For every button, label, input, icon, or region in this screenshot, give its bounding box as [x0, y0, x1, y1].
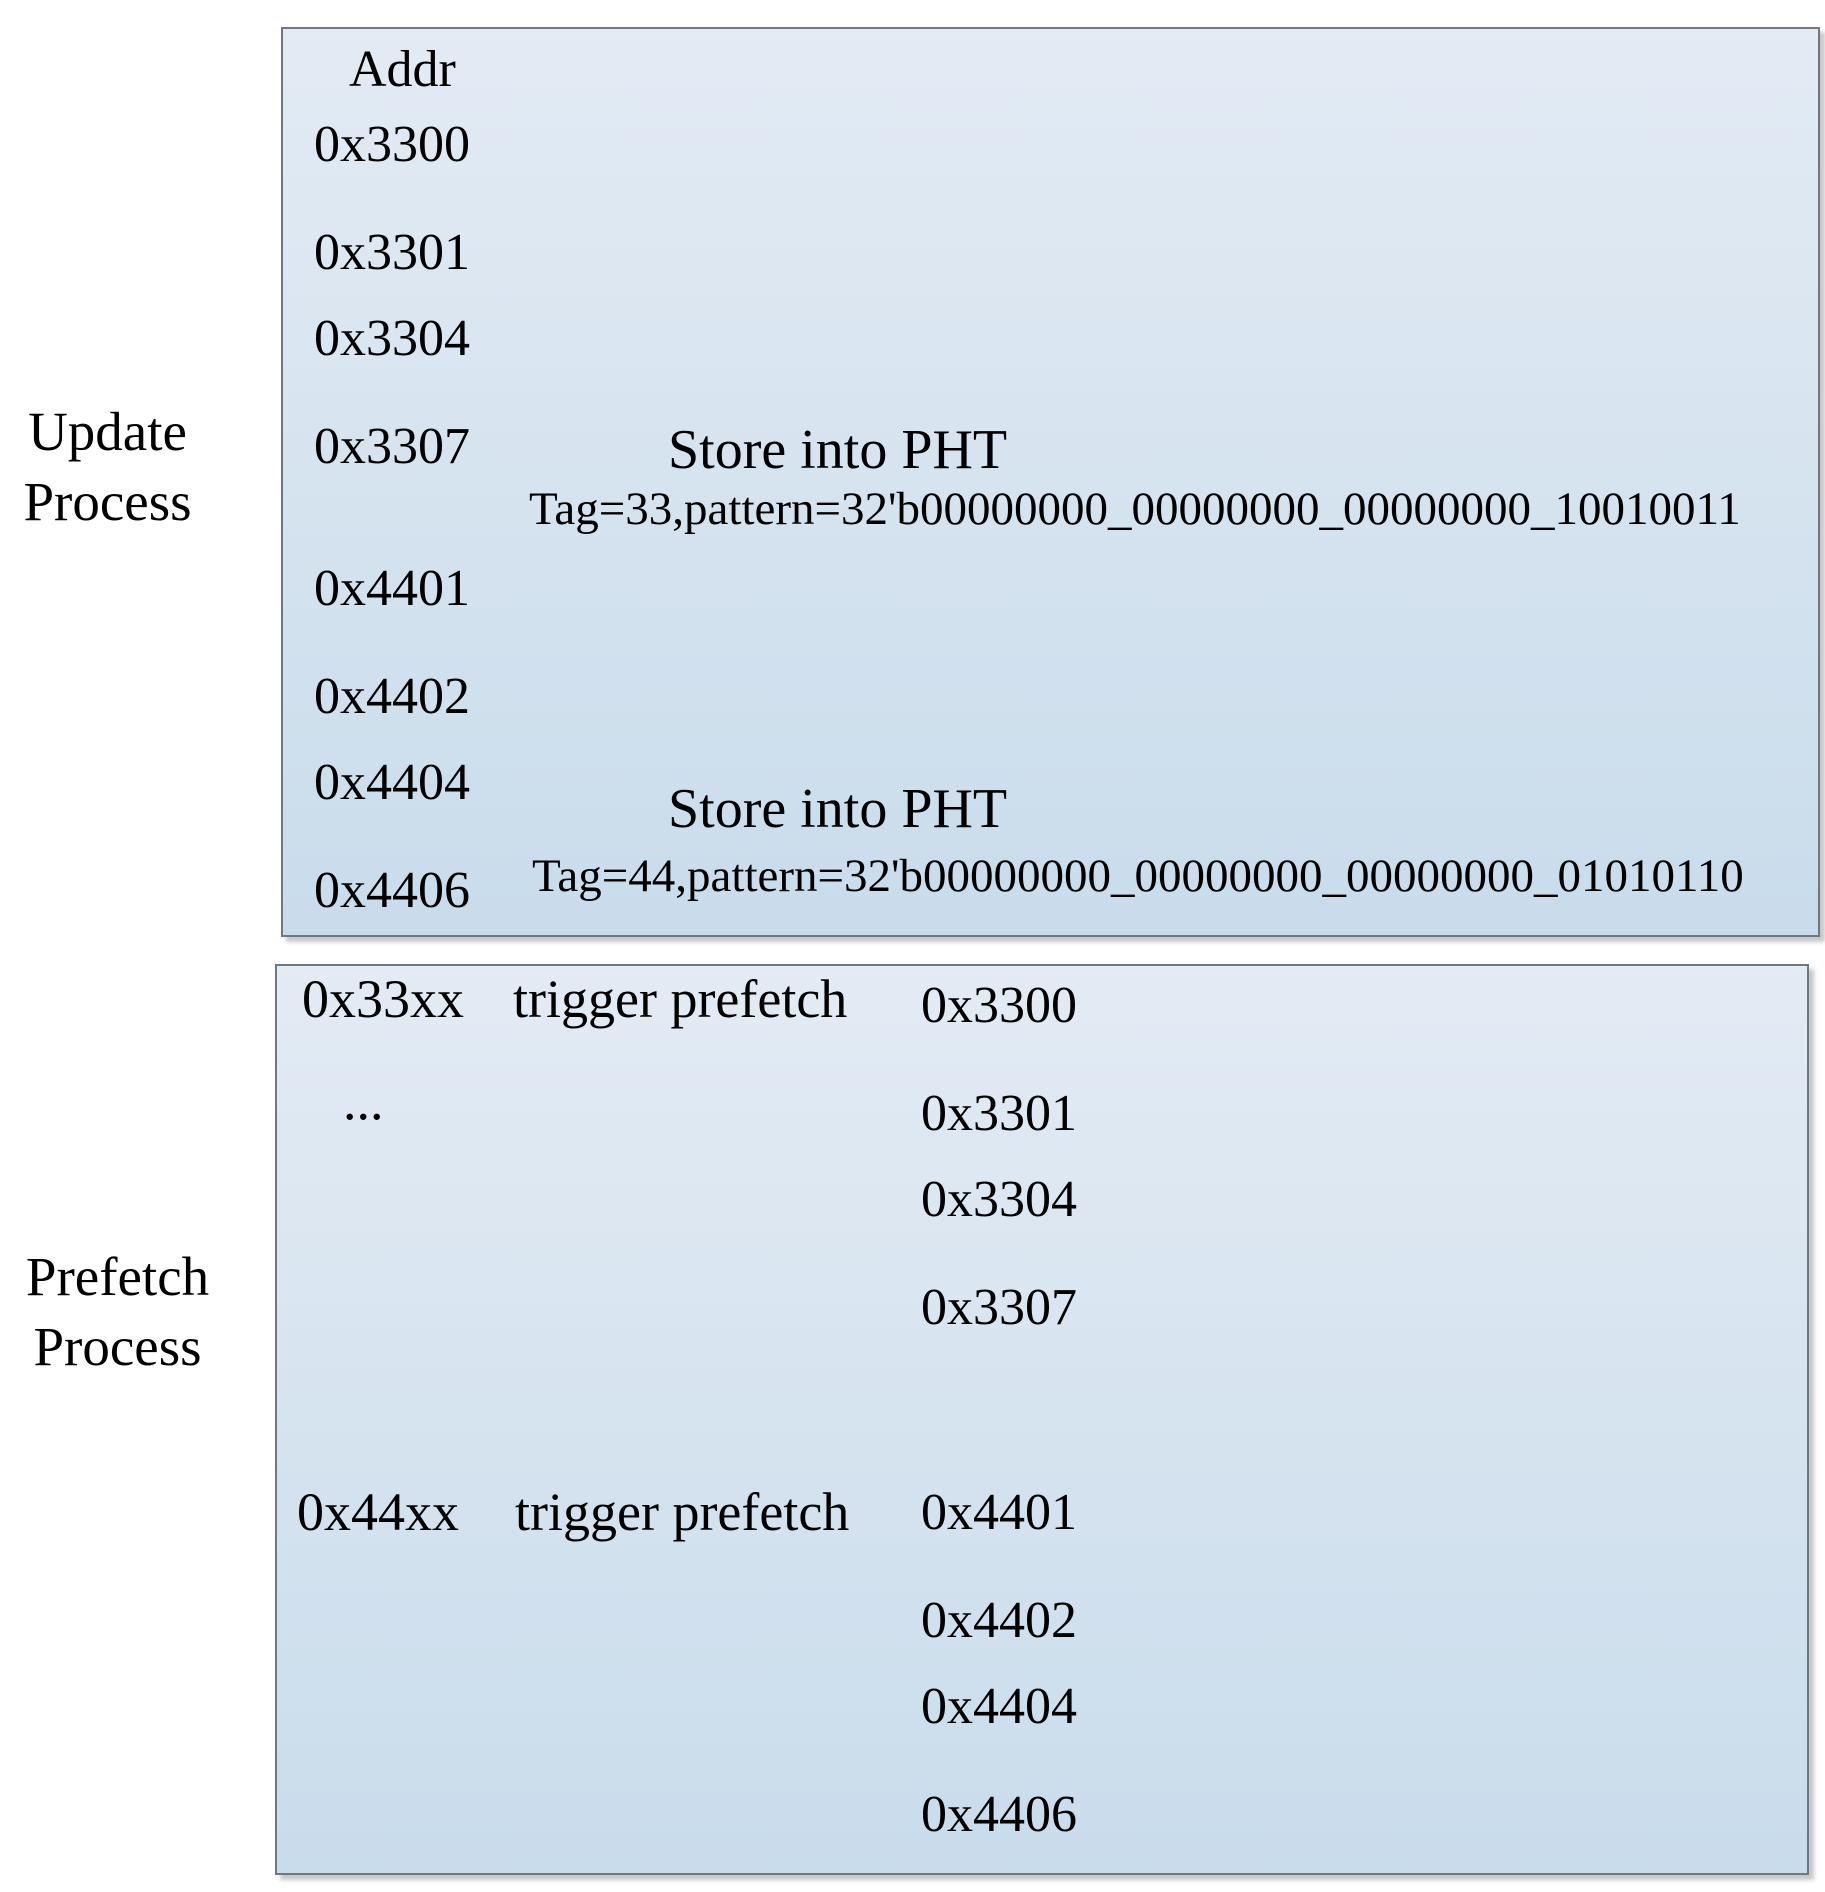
prefetched-address: 0x3300: [921, 977, 1077, 1034]
prefetched-address: 0x4401: [921, 1484, 1077, 1541]
update-address: 0x4402: [314, 668, 470, 725]
trigger-action: trigger prefetch: [515, 1482, 850, 1542]
trigger-region: 0x44xx: [297, 1482, 459, 1542]
ellipsis: ...: [343, 1071, 384, 1131]
update-process-label: [0, 397, 215, 537]
update-process-panel: [281, 27, 1820, 937]
update-process-label-line1: Update: [28, 401, 187, 462]
update-address: 0x4406: [314, 862, 470, 919]
prefetch-process-label-line1: Prefetch: [25, 1246, 210, 1307]
prefetched-address: 0x3307: [921, 1279, 1077, 1336]
trigger-action: trigger prefetch: [513, 969, 848, 1029]
prefetched-address: 0x4404: [921, 1678, 1077, 1735]
prefetched-address: 0x4402: [921, 1592, 1077, 1649]
store-pht-title: Store into PHT: [668, 778, 1008, 840]
prefetched-address: 0x3301: [921, 1085, 1077, 1142]
update-address: 0x3307: [314, 418, 470, 475]
update-address: 0x3301: [314, 224, 470, 281]
update-process-label-line2: Process: [23, 471, 192, 532]
update-address: 0x4404: [314, 754, 470, 811]
store-pht-detail: Tag=44,pattern=32'b00000000_00000000_00000000_01010110: [532, 850, 1744, 902]
prefetched-address: 0x3304: [921, 1171, 1077, 1228]
addr-header: Addr: [349, 41, 456, 98]
store-pht-detail: Tag=33,pattern=32'b00000000_00000000_00000000_10010011: [529, 483, 1741, 535]
prefetched-address: 0x4406: [921, 1786, 1077, 1843]
prefetch-process-label-line2: Process: [33, 1316, 202, 1377]
trigger-region: 0x33xx: [302, 969, 464, 1029]
prefetch-process-label: [10, 1242, 225, 1382]
store-pht-title: Store into PHT: [668, 419, 1008, 481]
update-address: 0x3300: [314, 116, 470, 173]
update-address: 0x3304: [314, 310, 470, 367]
update-address: 0x4401: [314, 560, 470, 617]
